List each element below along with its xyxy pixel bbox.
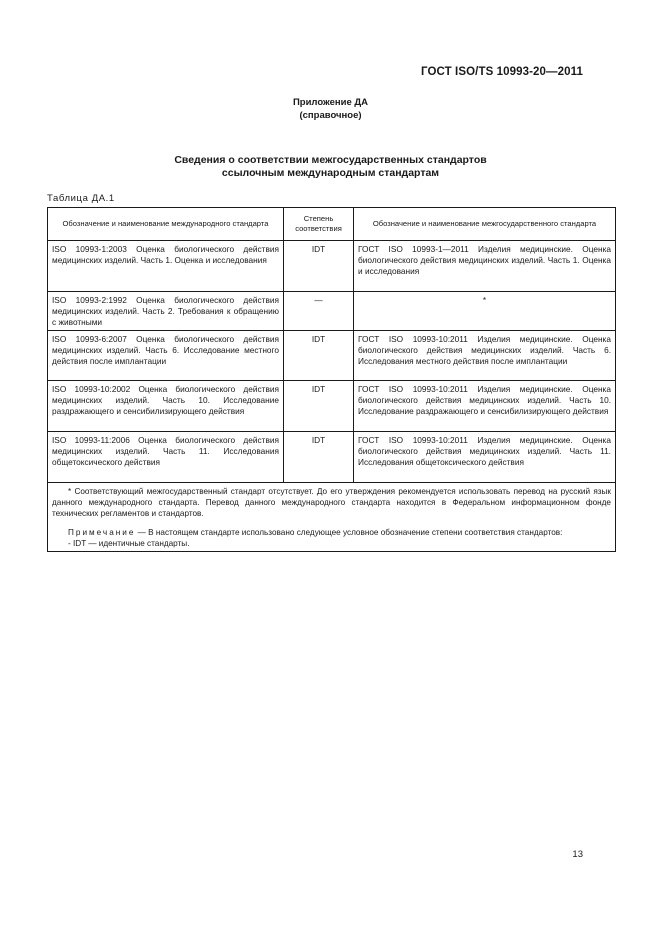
cell-national-standard: ГОСТ ISO 10993-1—2011 Изделия медицинские. Оценка биологического действия медицинских изделий. Часть 1. Оценка и исследования — [354, 241, 616, 292]
annex-heading — [0, 96, 661, 122]
section-title — [0, 154, 661, 180]
table-row — [48, 241, 616, 292]
header-degree: Степень соответствия — [284, 208, 354, 241]
cell-degree: — — [284, 292, 354, 331]
table-row — [48, 432, 616, 483]
cell-degree: IDT — [284, 331, 354, 381]
note-item: - IDT — идентичные стандарты. — [68, 539, 190, 548]
annex-subtitle: (справочное) — [299, 110, 362, 121]
table-footnote: * Соответствующий межгосударственный стандарт отсутствует. До его утверждения рекомендуется использовать перевод на русский язык данного международного стандарта. Перевод данного международного стандарта находится в Федеральном информационном фонде технических регламентов и стандартов. — [52, 487, 611, 518]
cell-degree: IDT — [284, 381, 354, 432]
section-title-line-1: Сведения о соответствии межгосударственных стандартов — [174, 154, 487, 166]
annex-title: Приложение ДА — [292, 97, 369, 108]
note-label: Примечание — [68, 528, 136, 537]
table-row — [48, 381, 616, 432]
header-intl-standard: Обозначение и наименование международного стандарта — [48, 208, 284, 241]
table-note — [52, 527, 611, 538]
table-row — [48, 292, 616, 331]
cell-intl-standard: ISO 10993-6:2007 Оценка биологического действия медицинских изделий. Часть 6. Исследование местного действия после имплантации — [48, 331, 284, 381]
cell-degree: IDT — [284, 432, 354, 483]
cell-national-standard: ГОСТ ISO 10993-10:2011 Изделия медицинские. Оценка биологического действия медицинских изделий. Часть 6. Исследования местного действия после имплантации — [354, 331, 616, 381]
table-row — [48, 331, 616, 381]
header-national-standard: Обозначение и наименование межгосударственного стандарта — [354, 208, 616, 241]
cell-national-standard: ГОСТ ISO 10993-10:2011 Изделия медицинские. Оценка биологического действия медицинских изделий. Часть 11. Исследования общетоксического действия — [354, 432, 616, 483]
document-code: ГОСТ ISO/TS 10993-20—2011 — [421, 66, 583, 78]
cell-intl-standard: ISO 10993-1:2003 Оценка биологического действия медицинских изделий. Часть 1. Оценка и исследования — [48, 241, 284, 292]
cell-intl-standard: ISO 10993-2:1992 Оценка биологического действия медицинских изделий. Часть 2. Требования к обращению с животными — [48, 292, 284, 331]
correspondence-table — [47, 207, 616, 552]
table-header-row — [48, 208, 616, 241]
table-caption: Таблица ДА.1 — [47, 193, 115, 204]
section-title-line-2: ссылочным международным стандартам — [221, 167, 440, 179]
cell-intl-standard: ISO 10993-10:2002 Оценка биологического действия медицинских изделий. Часть 10. Исследование раздражающего и сенсибилизирующего действия — [48, 381, 284, 432]
cell-degree: IDT — [284, 241, 354, 292]
cell-national-standard: * — [354, 292, 616, 331]
note-text: — В настоящем стандарте использовано следующее условное обозначение степени соответствия стандартов: — [135, 528, 563, 537]
page-number: 13 — [572, 849, 583, 860]
table-notes — [48, 483, 616, 552]
cell-national-standard: ГОСТ ISO 10993-10:2011 Изделия медицинские. Оценка биологического действия медицинских изделий. Часть 10. Исследование раздражающего и сенсибилизирующего действия — [354, 381, 616, 432]
cell-intl-standard: ISO 10993-11:2006 Оценка биологического действия медицинских изделий. Часть 11. Исследования общетоксического действия — [48, 432, 284, 483]
table-notes-row — [48, 483, 616, 552]
